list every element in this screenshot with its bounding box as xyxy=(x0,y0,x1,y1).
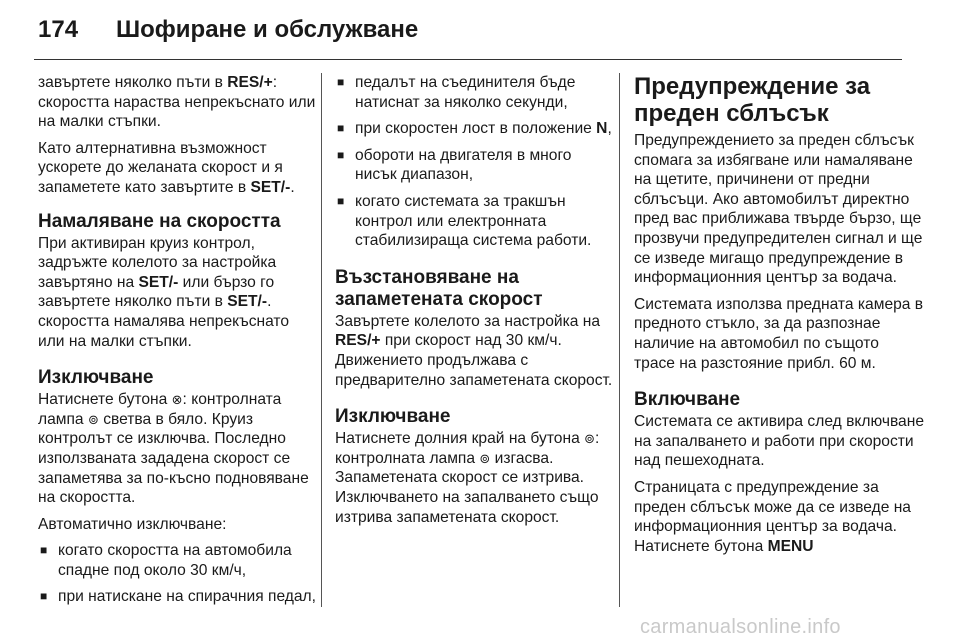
auto-off-list xyxy=(38,541,318,607)
auto-off-list-continued xyxy=(335,73,615,251)
column-divider-1 xyxy=(321,73,322,607)
paragraph-restore-speed: Завъртете колелото за настройка на RES/+ при скорост над 30 км/ч. Движението продължава с предварително запаметената скорост. xyxy=(335,312,613,389)
column-3 xyxy=(634,73,924,563)
list-item: ■ когато скоростта на автомобила спадне под около 30 км/ч, xyxy=(38,541,318,580)
column-1 xyxy=(38,73,318,614)
heading-switch-on: Включване xyxy=(634,389,741,411)
heading-switch-off: Изключване xyxy=(38,367,154,389)
heading-reduce-speed: Намаляване на скоростта xyxy=(38,210,281,232)
paragraph-switch-on: Системата се активира след включване на запалването и работи при скорости над пешеходната. xyxy=(634,413,925,470)
list-item: ■ педалът на съединителя бъде натиснат за няколко секунди, xyxy=(335,73,615,112)
heading-restore-speed: Възстановяване на запаметената скорост xyxy=(335,266,543,310)
heading-forward-collision-alert: Предупреждение за преден сблъсък xyxy=(634,73,871,127)
heading-switch-off-2: Изключване xyxy=(335,406,451,428)
paragraph-alternative: Като алтернативна възможност ускорете до желаната скорост и я запаметете като завъртите в SET/-. xyxy=(38,139,295,196)
cruise-off-button-icon: ⊗ xyxy=(171,392,183,408)
paragraph-fca-intro: Предупреждението за преден сблъсък спомага за избягване или намаляване на щетите, причинени от предни сблъсъци. Ако автомобилът директно пред вас приближава твърде бързо, ще прозвучи предупредителен сигнал и ще се изведе мигащо предупреждение в информационния център за водача. xyxy=(634,132,923,287)
paragraph-reduce-speed: При активиран круиз контрол, задръжте колелото за настройка завъртяно на SET/- или бързо го завъртете няколко пъти в SET/-. скоростта намалява непрекъснато или на малки стъпки. xyxy=(38,234,290,350)
paragraph-resume-increase: завъртете няколко пъти в RES/+: скоростта нараства непрекъснато или на малки стъпки. xyxy=(38,74,316,131)
paragraph-fca-camera: Системата използва предната камера в предното стъкло, за да разпознае наличие на автомобил по същото трасе на разстояние прибл. 60 м. xyxy=(634,295,924,372)
list-item: ■ при скоростен лост в положение N, xyxy=(335,119,615,139)
page-number: 174 xyxy=(38,16,79,43)
paragraph-switch-off: Натиснете бутона ⊗: контролната лампа ⊚ светва в бяло. Круиз контролът се изключва. Последно използваната зададена скорост се запаметява за по-късно подновяване на скоростта. xyxy=(38,391,309,507)
cruise-lamp-icon: ⊚ xyxy=(584,431,595,447)
column-2 xyxy=(335,73,615,534)
paragraph-auto-off: Автоматично изключване: xyxy=(38,515,227,533)
list-item: ■ когато системата за тракшън контрол или електронната стабилизираща система работи. xyxy=(335,192,615,251)
page-header xyxy=(0,0,960,60)
column-divider-2 xyxy=(619,73,620,607)
cruise-lamp-icon: ⊚ xyxy=(87,411,99,427)
list-item: ■ при натискане на спирачния педал, xyxy=(38,587,318,607)
list-item: ■ обороти на двигателя в много нисък диапазон, xyxy=(335,146,615,185)
page-title: Шофиране и обслужване xyxy=(116,16,419,43)
cruise-lamp-icon: ⊚ xyxy=(479,450,491,466)
watermark: carmanualsonline.info xyxy=(640,616,841,638)
paragraph-switch-off-2: Натиснете долния край на бутона ⊚: контролната лампа ⊚ изгасва. Запаметената скорост се изтрива. Изключването на запалването също изтрива запаметената скорост. xyxy=(335,430,600,526)
paragraph-fca-page: Страницата с предупреждение за преден сблъсък може да се изведе на информационния център за водача. Натиснете бутона MENU xyxy=(634,478,911,555)
header-rule xyxy=(34,59,902,60)
